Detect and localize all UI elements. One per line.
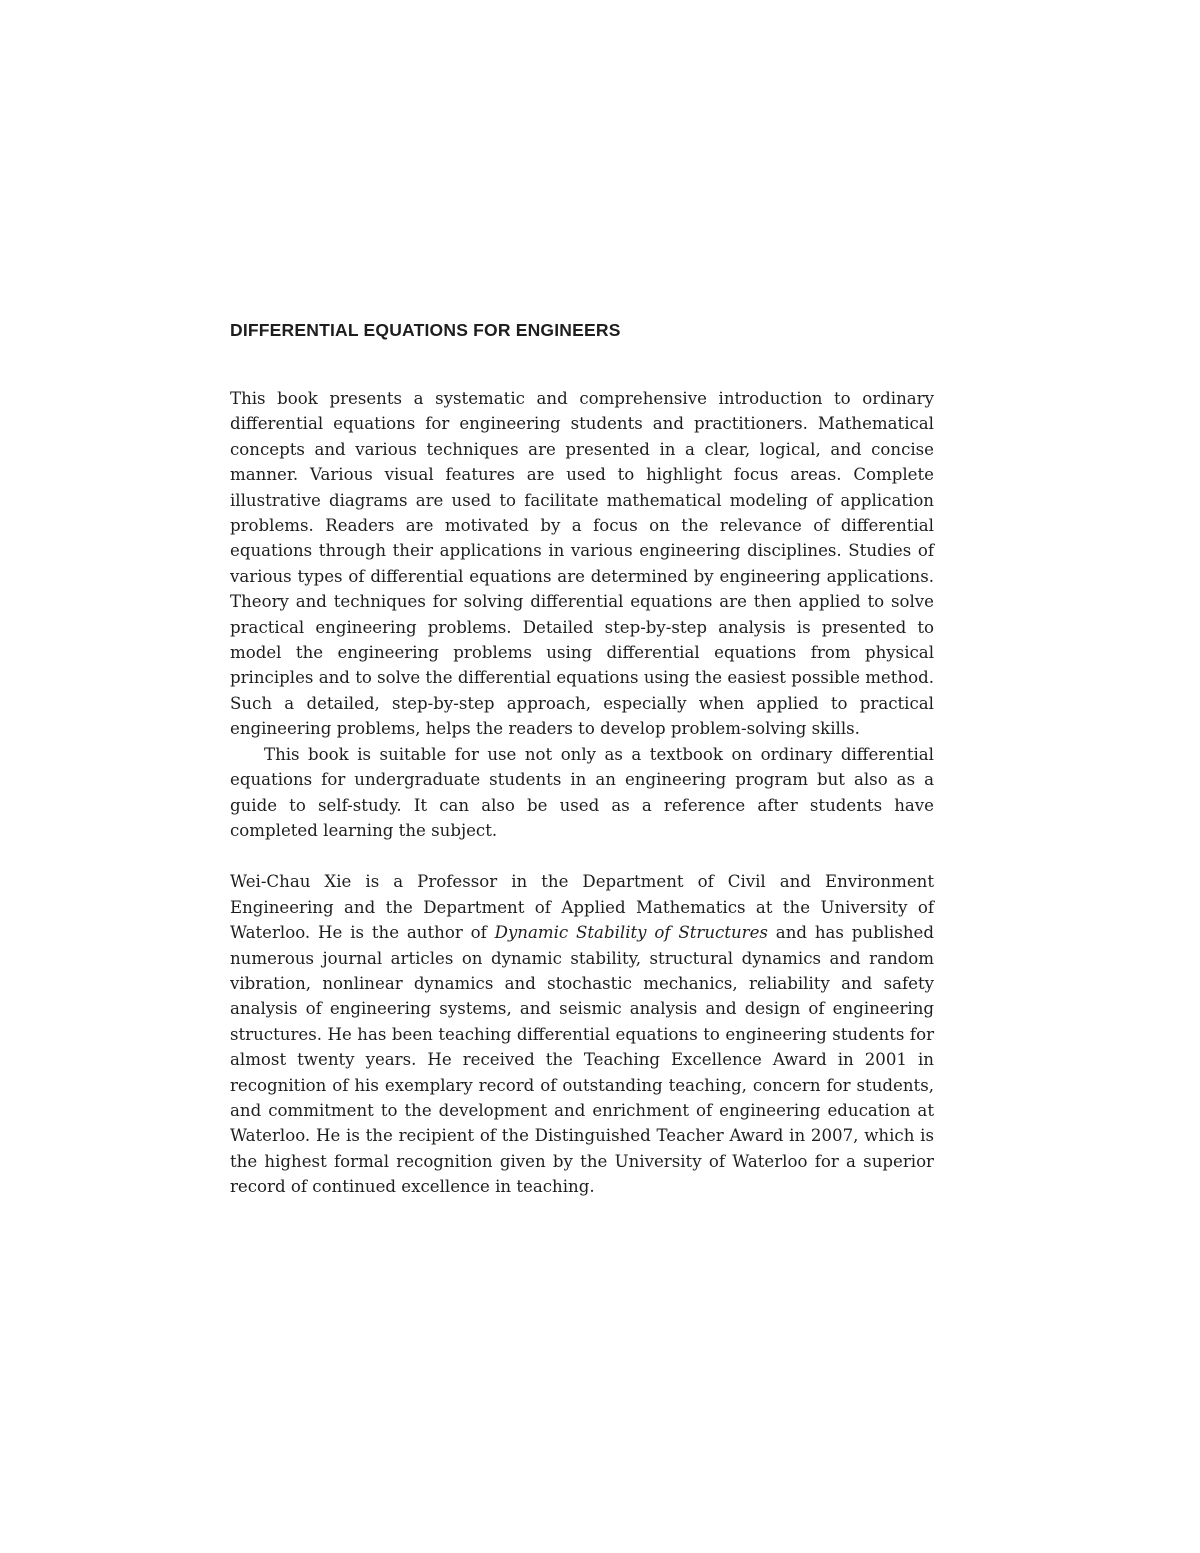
book-description-paragraph-1: This book presents a systematic and comprehensive introduction to ordinary differential equations for engineering students and practitioners. Mathematical concepts and various techniques are presented in a clear, logical, and concise manner. Various visual features are used to highlight focus areas. Complete illustrative diagrams are used to facilitate mathematical modeling of application problems. Readers are motivated by a focus on the relevance of differential equations through their applications in various engineering disciplines. Studies of various types of differential equations are determined by engineering applications. Theory and techniques for solving differential equations are then applied to solve practical engineering problems. Detailed step-by-step analysis is presented to model the engineering problems using differential equations from physical principles and to solve the differential equations using the easiest possible method. Such a detailed, step-by-step approach, especially when applied to practical engineering problems, helps the readers to develop problem-solving skills.	[230, 389, 934, 739]
author-book-title: Dynamic Stability of Structures	[494, 923, 768, 943]
author-bio-text-end: and has published numerous journal articles on dynamic stability, structural dynamics and random vibration, nonlinear dynamics and stochastic mechanics, reliability and safety analysis of engineering systems, and seismic analysis and design of engineering structures. He has been teaching differential equations to engineering students for almost twenty years. He received the Teaching Excellence Award in 2001 in recognition of his exemplary record of outstanding teaching, concern for students, and commitment to the development and enrichment of engineering education at Waterloo. He is the recipient of the Distinguished Teacher Award in 2007, which is the highest formal recognition given by the University of Waterloo for a superior record of continued excellence in teaching.	[230, 923, 934, 1197]
author-bio-text-start: Wei-Chau Xie is a Professor in the Department of Civil and Environment Engineering and the Department of Applied Mathematics at the University of Waterloo. He is the author of	[230, 872, 934, 943]
author-bio-paragraph	[230, 869, 934, 1199]
book-description-paragraph-2: This book is suitable for use not only as a textbook on ordinary differential equations for undergraduate students in an engineering program but also as a guide to self-study. It can also be used as a reference after students have completed learning the subject.	[230, 744, 934, 840]
text-block	[230, 318, 934, 1200]
book-title: DIFFERENTIAL EQUATIONS FOR ENGINEERS	[230, 320, 621, 340]
